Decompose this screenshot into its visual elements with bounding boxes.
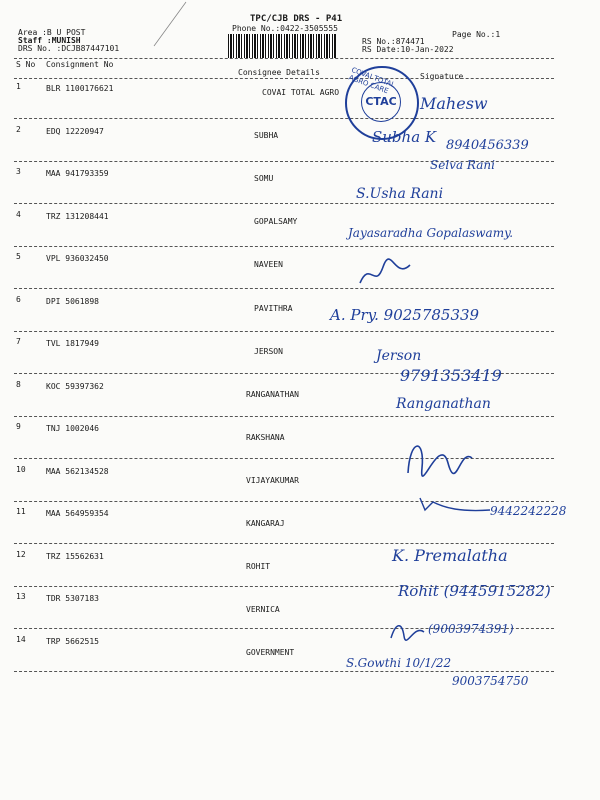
row-divider <box>14 288 554 289</box>
row-consignment-no: BLR 1100176621 <box>46 84 114 93</box>
col-consignment: Consignment No <box>46 60 114 69</box>
header-bottom-rule <box>14 78 554 79</box>
row-divider <box>14 331 554 332</box>
row-consignee: RANGANATHAN <box>246 389 299 399</box>
signature-row-13-scribble <box>388 618 428 644</box>
row-consignment-no: TRZ 131208441 <box>46 211 109 221</box>
row-sno: 13 <box>16 592 26 601</box>
signature-row-10-phone: 9442242228 <box>490 504 567 518</box>
row-consignee: SUBHA <box>254 131 279 141</box>
row-sno: 4 <box>16 209 21 219</box>
row-sno: 7 <box>16 337 21 346</box>
row-consignment-no: TDR 5307183 <box>46 594 99 603</box>
signature-row-1: Mahesw <box>420 94 488 113</box>
stamp-center-text: CTAC <box>361 82 401 122</box>
row-divider <box>14 203 554 204</box>
signature-row-13-phone: (9003974391) <box>428 622 514 636</box>
row-sno: 1 <box>16 82 21 91</box>
row-consignment-no: MAA 564959354 <box>46 509 109 518</box>
row-divider <box>14 246 554 247</box>
rs-date: RS Date:10-Jan-2022 <box>362 45 454 54</box>
row-consignee: ROHIT <box>246 562 271 572</box>
row-sno: 11 <box>16 507 26 516</box>
row-consignment-no: MAA 562134528 <box>46 466 109 476</box>
signature-row-2-phone: 8940456339 <box>446 138 529 153</box>
row-consignment-no: TVL 1817949 <box>46 339 99 348</box>
row-sno: 5 <box>16 252 21 261</box>
row-consignee: SOMU <box>254 174 274 184</box>
col-signature: Signature <box>420 72 464 81</box>
header-top-rule <box>14 58 554 59</box>
stamp-ring-text: COVAI TOTAL AGRO CARE <box>347 66 397 96</box>
row-consignment-no: TRP 5662515 <box>46 636 99 646</box>
signature-row-14-name: S.Gowthi 10/1/22 <box>346 656 452 670</box>
signature-row-2-name: Subha K <box>372 128 437 146</box>
signature-row-7-name: Jerson <box>376 348 422 364</box>
signature-row-11: K. Premalatha <box>392 546 508 565</box>
signature-row-8: Ranganathan <box>396 396 491 412</box>
row-sno: 12 <box>16 549 26 559</box>
row-consignment-no: MAA 941793359 <box>46 169 109 178</box>
signature-row-4: Jayasaradha Gopalaswamy. <box>348 226 514 240</box>
signature-row-10-scribble <box>415 490 495 520</box>
row-consignment-no: DPI 5061898 <box>46 296 99 306</box>
row-consignee: NAVEEN <box>254 260 283 270</box>
signature-row-7-phone: 9791353419 <box>400 366 502 385</box>
row-sno: 3 <box>16 167 21 176</box>
row-divider <box>14 543 554 544</box>
row-divider <box>14 416 554 417</box>
row-sno: 8 <box>16 379 21 389</box>
scan-mark <box>150 0 190 50</box>
page-number: Page No.:1 <box>452 30 501 39</box>
row-sno: 2 <box>16 124 21 134</box>
row-consignment-no: EDQ 12220947 <box>46 126 104 136</box>
barcode-image <box>228 34 336 58</box>
row-sno: 14 <box>16 634 26 644</box>
signature-row-9-scribble <box>400 428 480 483</box>
row-consignee: RAKSHANA <box>246 432 285 442</box>
row-consignment-no: VPL 936032450 <box>46 254 109 263</box>
row-divider <box>14 671 554 672</box>
row-consignment-no: KOC 59397362 <box>46 381 104 391</box>
row-consignment-no: TRZ 15562631 <box>46 551 104 561</box>
signature-row-3: S.Usha Rani <box>356 186 444 202</box>
row-consignee: VERNICA <box>246 605 280 615</box>
rs-number: RS No.:874471 <box>362 37 425 46</box>
row-sno: 6 <box>16 294 21 304</box>
row-consignee: VIJAYAKUMAR <box>246 475 299 485</box>
row-sno: 9 <box>16 422 21 431</box>
row-consignee: GOPALSAMY <box>254 217 298 227</box>
col-consignee: Consignee Details <box>238 68 320 77</box>
row-consignment-no: TNJ 1002046 <box>46 424 99 433</box>
area-label: Area :B U POST <box>18 28 86 37</box>
row-consignee: JERSON <box>254 346 283 356</box>
signature-row-12: Rohit (9445915282) <box>398 582 551 600</box>
drs-number: DRS No. :DCJB87447101 <box>18 44 120 53</box>
signature-row-14-phone: 9003754750 <box>452 674 529 688</box>
row-divider <box>14 118 554 119</box>
staff-label: Staff :MUNISH <box>18 36 81 45</box>
document-title: TPC/CJB DRS - P41 <box>250 14 343 24</box>
phone-number: Phone No.:0422-3505555 <box>232 24 338 33</box>
col-sno: S No <box>16 60 36 69</box>
row-sno: 10 <box>16 464 26 474</box>
row-consignee: PAVITHRA <box>254 303 293 313</box>
row-consignee: COVAI TOTAL AGRO <box>262 88 340 97</box>
row-consignee: GOVERNMENT <box>246 648 295 658</box>
signature-row-5-scribble <box>355 255 415 295</box>
signature-row-6: A. Pry. 9025785339 <box>330 306 480 324</box>
signature-row-2-extra: Selva Rani <box>430 158 495 172</box>
row-consignee: KANGARAJ <box>246 519 285 528</box>
